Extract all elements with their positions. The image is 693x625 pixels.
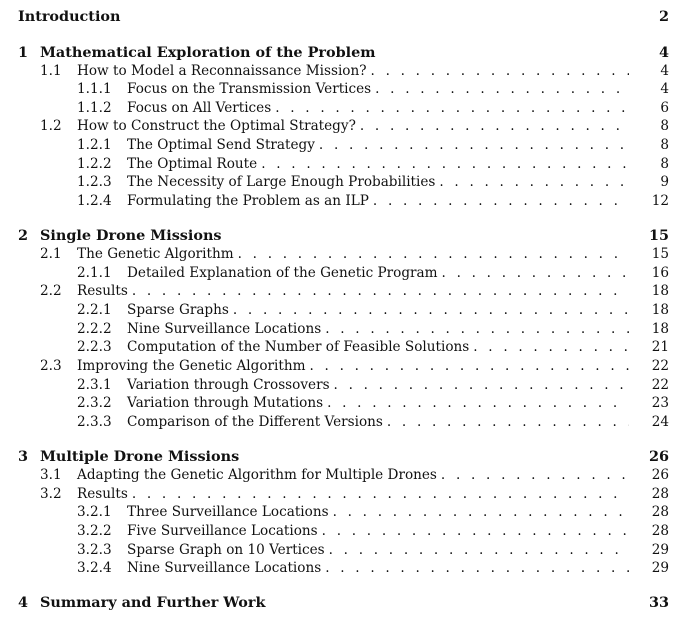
toc-entry-page: 8 (660, 118, 669, 134)
toc-entry-title: Results (77, 485, 132, 504)
toc-entry-subsection[interactable] (0, 559, 693, 578)
toc-entry-page: 8 (660, 137, 669, 153)
toc-entry-page: 18 (651, 321, 669, 337)
dot-leader (325, 320, 629, 339)
toc-entry-section[interactable] (0, 117, 693, 136)
toc-entry-title: Formulating the Problem as an ILP (127, 192, 373, 211)
toc-entry-page: 26 (651, 467, 669, 483)
toc-entry-number: 3.1 (40, 467, 62, 483)
toc-entry-number: 2.2 (40, 283, 62, 299)
toc-entry-page: 28 (651, 504, 669, 520)
toc-entry-subsection[interactable] (0, 338, 693, 357)
toc-entry-number: 1.2.3 (77, 174, 112, 190)
dot-leader (387, 413, 629, 432)
toc-entry-title: The Optimal Route (127, 155, 261, 174)
toc-entry-page: 18 (651, 283, 669, 299)
toc-entry-subsection[interactable] (0, 413, 693, 432)
toc-entry-page: 6 (660, 100, 669, 116)
dot-leader (473, 338, 629, 357)
toc-entry-title: Nine Surveillance Locations (127, 320, 325, 339)
toc-entry-page: 33 (648, 594, 669, 611)
toc-entry-title: Nine Surveillance Locations (127, 559, 325, 578)
toc-entry-number: 2.3 (40, 358, 62, 374)
toc-entry-title: Adapting the Genetic Algorithm for Multiple Drones (77, 466, 441, 485)
toc-entry-subsection[interactable] (0, 522, 693, 541)
toc-entry-title: Computation of the Number of Feasible Solutions (127, 338, 473, 357)
toc-entry-page: 9 (660, 174, 669, 190)
toc-entry-title: Multiple Drone Missions (40, 448, 240, 465)
dot-leader (310, 357, 630, 376)
dot-leader (371, 62, 629, 81)
toc-entry-subsection[interactable] (0, 320, 693, 339)
toc-entry-page: 28 (651, 523, 669, 539)
toc-entry-number: 2.2.2 (77, 321, 112, 337)
toc-entry-number: 1.2.1 (77, 137, 112, 153)
dot-leader (373, 192, 629, 211)
toc-entry-page: 28 (651, 486, 669, 502)
dot-leader (334, 376, 629, 395)
toc-entry-page: 16 (651, 265, 669, 281)
toc-entry-subsection[interactable] (0, 136, 693, 155)
toc-entry-number: 1 (18, 44, 29, 61)
toc-entry-number: 3 (18, 448, 29, 465)
toc-entry-number: 1.1.2 (77, 100, 112, 116)
toc-entry-subsection[interactable] (0, 192, 693, 211)
toc-entry-subsection[interactable] (0, 503, 693, 522)
toc-entry-chapter-1[interactable] (0, 43, 693, 62)
toc-entry-subsection[interactable] (0, 264, 693, 283)
toc-entry-title: The Optimal Send Strategy (127, 136, 319, 155)
toc-entry-number: 3.2.2 (77, 523, 112, 539)
toc-entry-title: Introduction (18, 8, 121, 25)
toc-entry-title: Five Surveillance Locations (127, 522, 322, 541)
dot-leader (325, 559, 629, 578)
toc-entry-page: 29 (651, 542, 669, 558)
dot-leader (275, 99, 629, 118)
toc-entry-subsection[interactable] (0, 80, 693, 99)
toc-entry-number: 2.2.1 (77, 302, 112, 318)
toc-entry-page: 15 (648, 227, 669, 244)
toc-entry-section[interactable] (0, 466, 693, 485)
dot-leader (333, 503, 629, 522)
toc-entry-title: Variation through Mutations (127, 394, 327, 413)
toc-entry-title: Single Drone Missions (40, 227, 222, 244)
toc-entry-section[interactable] (0, 282, 693, 301)
toc-entry-subsection[interactable] (0, 155, 693, 174)
toc-entry-number: 2 (18, 227, 29, 244)
toc-entry-number: 3.2 (40, 486, 62, 502)
dot-leader (132, 485, 629, 504)
toc-entry-number: 3.2.3 (77, 542, 112, 558)
toc-entry-title: Sparse Graphs (127, 301, 233, 320)
toc-entry-page: 18 (651, 302, 669, 318)
toc-entry-title: Summary and Further Work (40, 594, 266, 611)
toc-entry-number: 2.3.1 (77, 377, 112, 393)
toc-entry-section[interactable] (0, 485, 693, 504)
toc-entry-section[interactable] (0, 357, 693, 376)
toc-entry-page: 21 (651, 339, 669, 355)
toc-entry-chapter-3[interactable] (0, 447, 693, 466)
toc-entry-page: 4 (658, 44, 669, 61)
toc-entry-subsection[interactable] (0, 376, 693, 395)
dot-leader (441, 466, 629, 485)
toc-entry-title: Detailed Explanation of the Genetic Program (127, 264, 442, 283)
toc-entry-page: 23 (651, 395, 669, 411)
toc-entry-number: 1.1.1 (77, 81, 112, 97)
toc-entry-number: 2.1.1 (77, 265, 112, 281)
toc-entry-page: 8 (660, 156, 669, 172)
toc-entry-title: Results (77, 282, 132, 301)
toc-entry-number: 3.2.1 (77, 504, 112, 520)
toc-entry-title: Comparison of the Different Versions (127, 413, 387, 432)
toc-entry-number: 2.1 (40, 246, 62, 262)
toc-entry-title: Focus on the Transmission Vertices (127, 80, 375, 99)
dot-leader (329, 541, 629, 560)
toc-entry-subsection[interactable] (0, 173, 693, 192)
toc-entry-page: 29 (651, 560, 669, 576)
toc-entry-title: Variation through Crossovers (127, 376, 334, 395)
toc-entry-title: How to Construct the Optimal Strategy? (77, 117, 360, 136)
toc-entry-page: 22 (651, 377, 669, 393)
toc-entry-introduction[interactable] (0, 7, 693, 26)
toc-entry-number: 4 (18, 594, 29, 611)
toc-entry-title: Sparse Graph on 10 Vertices (127, 541, 329, 560)
toc-entry-section[interactable] (0, 62, 693, 81)
dot-leader (233, 301, 629, 320)
toc-entry-number: 2.2.3 (77, 339, 112, 355)
dot-leader (375, 80, 629, 99)
toc-entry-title: Three Surveillance Locations (127, 503, 333, 522)
toc-entry-chapter-2[interactable] (0, 226, 693, 245)
toc-entry-page: 4 (660, 81, 669, 97)
dot-leader (132, 282, 629, 301)
toc-entry-title: The Genetic Algorithm (77, 245, 238, 264)
dot-leader (261, 155, 629, 174)
toc-entry-page: 26 (648, 448, 669, 465)
dot-leader (238, 245, 629, 264)
dot-leader (442, 264, 629, 283)
toc-entry-page: 24 (651, 414, 669, 430)
dot-leader (322, 522, 629, 541)
toc-entry-subsection[interactable] (0, 541, 693, 560)
toc-entry-chapter-4[interactable] (0, 593, 693, 612)
toc-entry-number: 1.2.2 (77, 156, 112, 172)
toc-entry-title: Focus on All Vertices (127, 99, 275, 118)
dot-leader (327, 394, 629, 413)
toc-entry-title: Mathematical Exploration of the Problem (40, 44, 376, 61)
toc-entry-subsection[interactable] (0, 99, 693, 118)
toc-entry-number: 3.2.4 (77, 560, 112, 576)
toc-entry-page: 22 (651, 358, 669, 374)
toc-entry-number: 1.2 (40, 118, 62, 134)
toc-entry-number: 2.3.3 (77, 414, 112, 430)
dot-leader (360, 117, 629, 136)
toc-entry-number: 1.2.4 (77, 193, 112, 209)
toc-entry-title: The Necessity of Large Enough Probabilities (127, 173, 439, 192)
toc-entry-page: 12 (651, 193, 669, 209)
toc-entry-section[interactable] (0, 245, 693, 264)
toc-entry-number: 2.3.2 (77, 395, 112, 411)
toc-entry-page: 15 (651, 246, 669, 262)
toc-entry-page: 4 (660, 63, 669, 79)
toc-entry-subsection[interactable] (0, 394, 693, 413)
dot-leader (319, 136, 629, 155)
toc-entry-subsection[interactable] (0, 301, 693, 320)
toc-entry-title: How to Model a Reconnaissance Mission? (77, 62, 371, 81)
dot-leader (439, 173, 629, 192)
toc-entry-page: 2 (658, 8, 669, 25)
toc-entry-number: 1.1 (40, 63, 62, 79)
toc-entry-title: Improving the Genetic Algorithm (77, 357, 310, 376)
